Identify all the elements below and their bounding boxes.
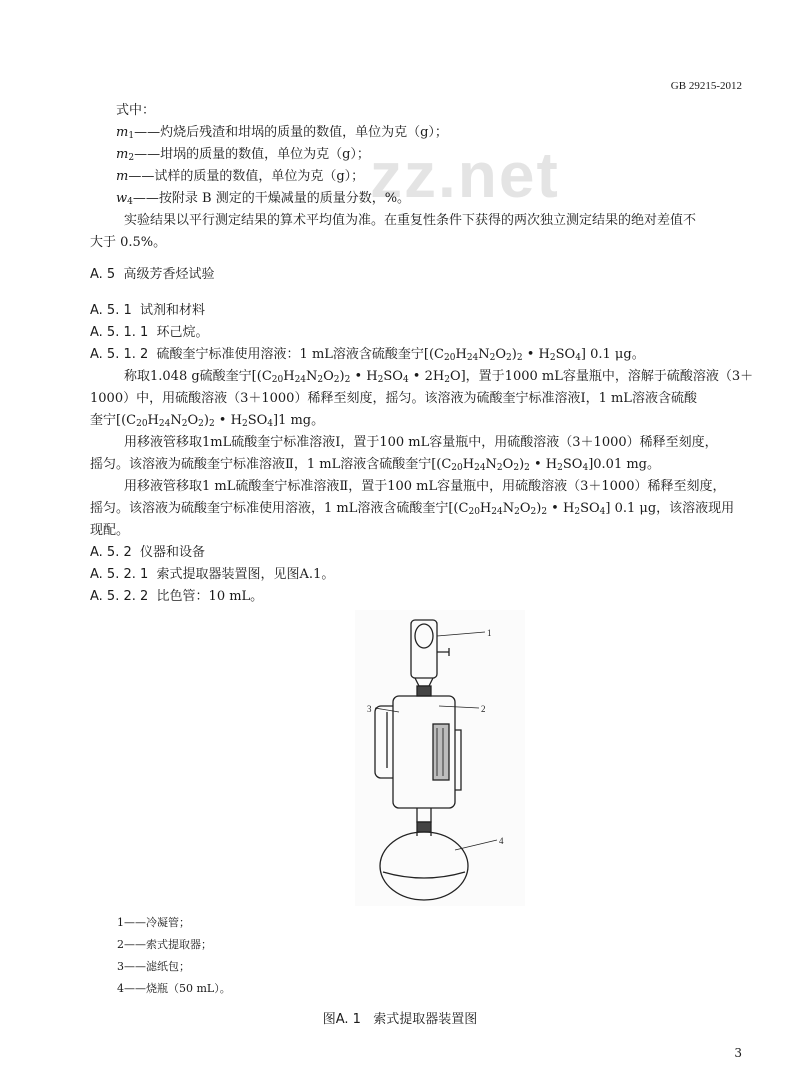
clause-a521: A. 5. 2. 1 索式提取器装置图，见图A.1。 [90, 567, 335, 582]
paragraph-1-line-1: 称取1.048 g硫酸奎宁[$(C_{20}H_{24}N_2O_2)_2$ • $H_2SO_4$ • $2H_2O$]，置于1000 mL容量瓶中，溶解于硫酸溶液（3＋ [124, 369, 754, 385]
paragraph-3-line-2: 摇匀。该溶液为硫酸奎宁标准使用溶液，1 mL溶液含硫酸奎宁[$(C_{20}H_{24}N_2O_2)_2$ • $H_2SO_4$] 0.1 μg，该溶液现用 [90, 501, 735, 517]
paragraph-3-line-1: 用移液管移取1 mL硫酸奎宁标准溶液Ⅱ，置于100 mL容量瓶中，用硫酸溶液（3＋1000）稀释至刻度， [124, 479, 726, 494]
section-a51-heading: A. 5. 1 试剂和材料 [90, 303, 206, 318]
paragraph-1-line-2: 1000）中，用硫酸溶液（3＋1000）稀释至刻度，摇匀。该溶液为硫酸奎宁标准溶液Ⅰ，1 mL溶液含硫酸 [90, 391, 697, 406]
callout-4: 4 [499, 836, 504, 846]
standard-number: GB 29215-2012 [670, 80, 742, 92]
formula-var-w4: $w_4——$按附录 B 测定的干燥减量的质量分数，%。 [116, 191, 411, 207]
paragraph-1-line-3: 奎宁[$(C_{20}H_{24}N_2O_2)_2$ • $H_2SO_4]1$ mg。 [90, 413, 325, 429]
formula-var-m2: $m_2——$坩埚的质量的数值，单位为克（g）； [116, 147, 370, 163]
legend-item-1: 1——冷凝管； [117, 916, 190, 929]
clause-a511: A. 5. 1. 1 环己烷。 [90, 325, 209, 340]
clause-a512: A. 5. 1. 2 硫酸奎宁标准使用溶液：1 mL溶液含硫酸奎宁[$(C_{20}H_{24}N_2O_2)_2$ • $H_2SO_4$] 0.1 μg。 [90, 347, 645, 363]
legend-item-3: 3——滤纸包； [117, 960, 190, 973]
legend-item-2: 2——索式提取器； [117, 938, 212, 951]
paragraph-3-line-3: 现配。 [90, 523, 130, 538]
page-number: 3 [734, 1046, 742, 1060]
result-text-2: 大于 0.5%。 [90, 235, 167, 250]
result-text-1: 实验结果以平行测定结果的算术平均值为准。在重复性条件下获得的两次独立测定结果的绝对差值不 [124, 213, 697, 228]
section-a5-heading: A. 5 高级芳香烃试验 [90, 267, 215, 282]
paragraph-2-line-1: 用移液管移取1mL硫酸奎宁标准溶液Ⅰ，置于100 mL容量瓶中，用硫酸溶液（3＋1000）稀释至刻度， [124, 435, 718, 450]
soxhlet-extractor-figure [355, 610, 525, 906]
callout-1: 1 [487, 628, 492, 638]
formula-intro: 式中： [116, 103, 156, 118]
paragraph-2-line-2: 摇匀。该溶液为硫酸奎宁标准溶液Ⅱ，1 mL溶液含硫酸奎宁[$(C_{20}H_{24}N_2O_2)_2$ • $H_2SO_4]0.01$ mg。 [90, 457, 661, 473]
callout-2: 2 [481, 704, 486, 714]
formula-var-m: m——试样的质量的数值，单位为克（g）； [116, 169, 365, 184]
legend-item-4: 4——烧瓶（50 mL）。 [117, 982, 231, 995]
formula-var-m1: $m_1——$灼烧后残渣和坩埚的质量的数值，单位为克（g）； [116, 125, 448, 141]
clause-a522: A. 5. 2. 2 比色管：10 mL。 [90, 589, 264, 604]
callout-3: 3 [367, 704, 372, 714]
section-a52-heading: A. 5. 2 仪器和设备 [90, 545, 206, 560]
watermark: zz.net [370, 139, 560, 211]
figure-caption: 图A. 1 索式提取器装置图 [322, 1012, 478, 1027]
